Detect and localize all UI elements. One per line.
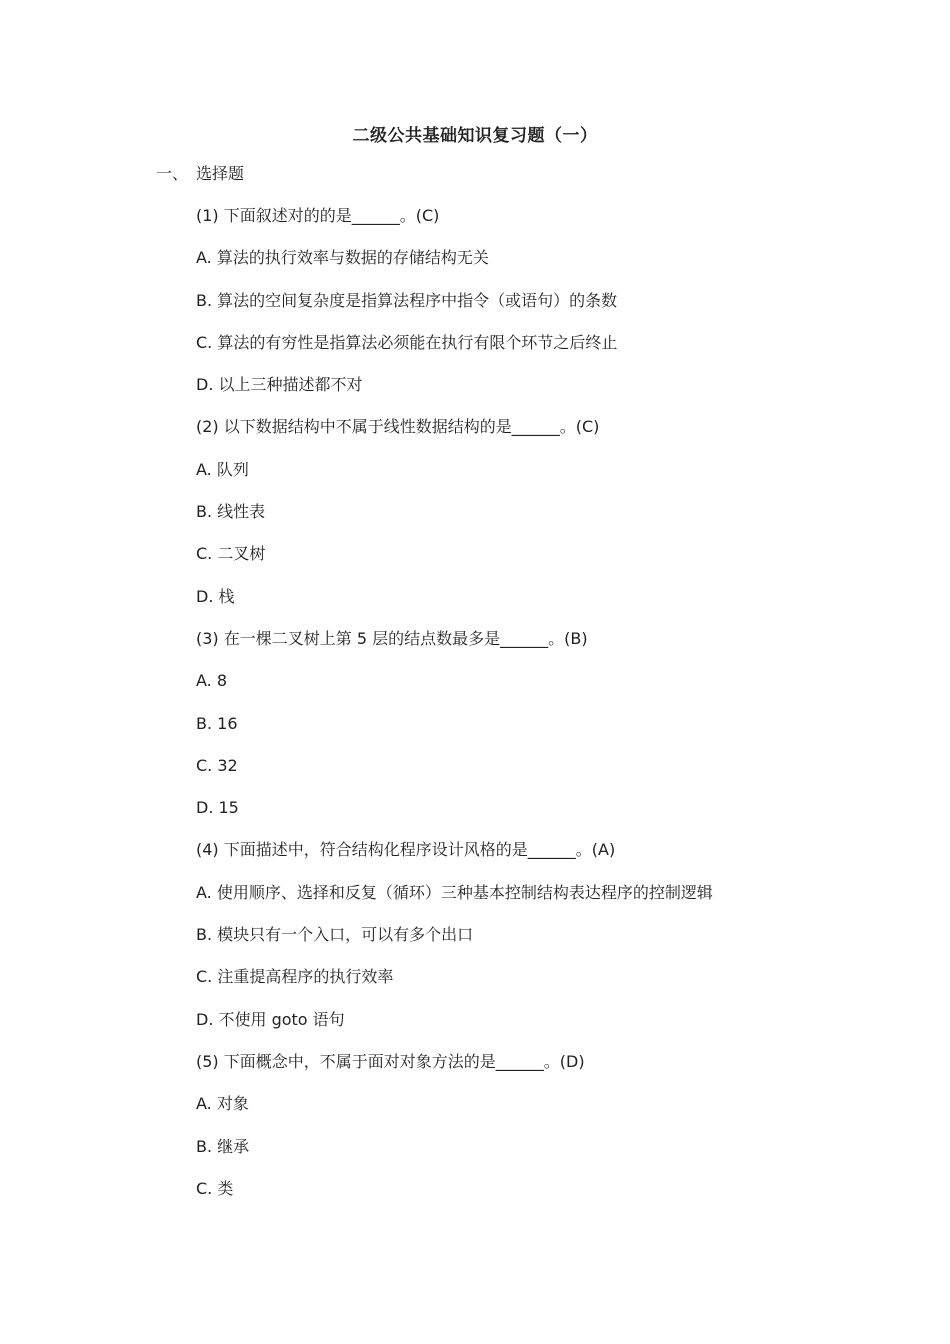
- question-4-stem: (4) 下面描述中，符合结构化程序设计风格的是______。(A): [196, 840, 616, 860]
- question-3-option-c: C. 32: [196, 755, 238, 775]
- section-label: 选择题: [196, 164, 245, 183]
- question-1-option-a: A. 算法的执行效率与数据的存储结构无关: [196, 248, 489, 268]
- question-2-option-d: D. 栈: [196, 586, 235, 606]
- question-5-option-b: B. 继承: [196, 1136, 250, 1156]
- question-2-option-c: C. 二叉树: [196, 544, 266, 564]
- question-3-stem: (3) 在一棵二叉树上第 5 层的结点数最多是______。(B): [196, 628, 588, 648]
- question-5-option-c: C. 类: [196, 1178, 234, 1198]
- question-2-option-a: A. 队列: [196, 459, 249, 479]
- question-1-option-b: B. 算法的空间复杂度是指算法程序中指令（或语句）的条数: [196, 290, 618, 310]
- section-heading: [156, 163, 244, 185]
- question-4-option-a: A. 使用顺序、选择和反复（循环）三种基本控制结构表达程序的控制逻辑: [196, 882, 713, 902]
- question-3-option-a: A. 8: [196, 671, 228, 691]
- question-4-option-c: C. 注重提高程序的执行效率: [196, 967, 394, 987]
- question-1-option-d: D. 以上三种描述都不对: [196, 375, 363, 395]
- section-number: 一、: [156, 164, 189, 183]
- question-2-option-b: B. 线性表: [196, 502, 266, 522]
- question-5-stem: (5) 下面概念中，不属于面对对象方法的是______。(D): [196, 1051, 585, 1071]
- question-3-option-d: D. 15: [196, 798, 239, 818]
- question-5-option-a: A. 对象: [196, 1094, 249, 1114]
- question-3-option-b: B. 16: [196, 713, 238, 733]
- question-1-stem: (1) 下面叙述对的的是______。(C): [196, 206, 440, 225]
- document-title: 二级公共基础知识复习题（一）: [352, 126, 598, 146]
- question-4-option-d: D. 不使用 goto 语句: [196, 1009, 345, 1029]
- question-2-stem: (2) 以下数据结构中不属于线性数据结构的是______。(C): [196, 417, 600, 437]
- question-4-option-b: B. 模块只有一个入口，可以有多个出口: [196, 925, 474, 945]
- question-list: [196, 205, 713, 1220]
- question-1-option-c: C. 算法的有穷性是指算法必须能在执行有限个环节之后终止: [196, 332, 618, 352]
